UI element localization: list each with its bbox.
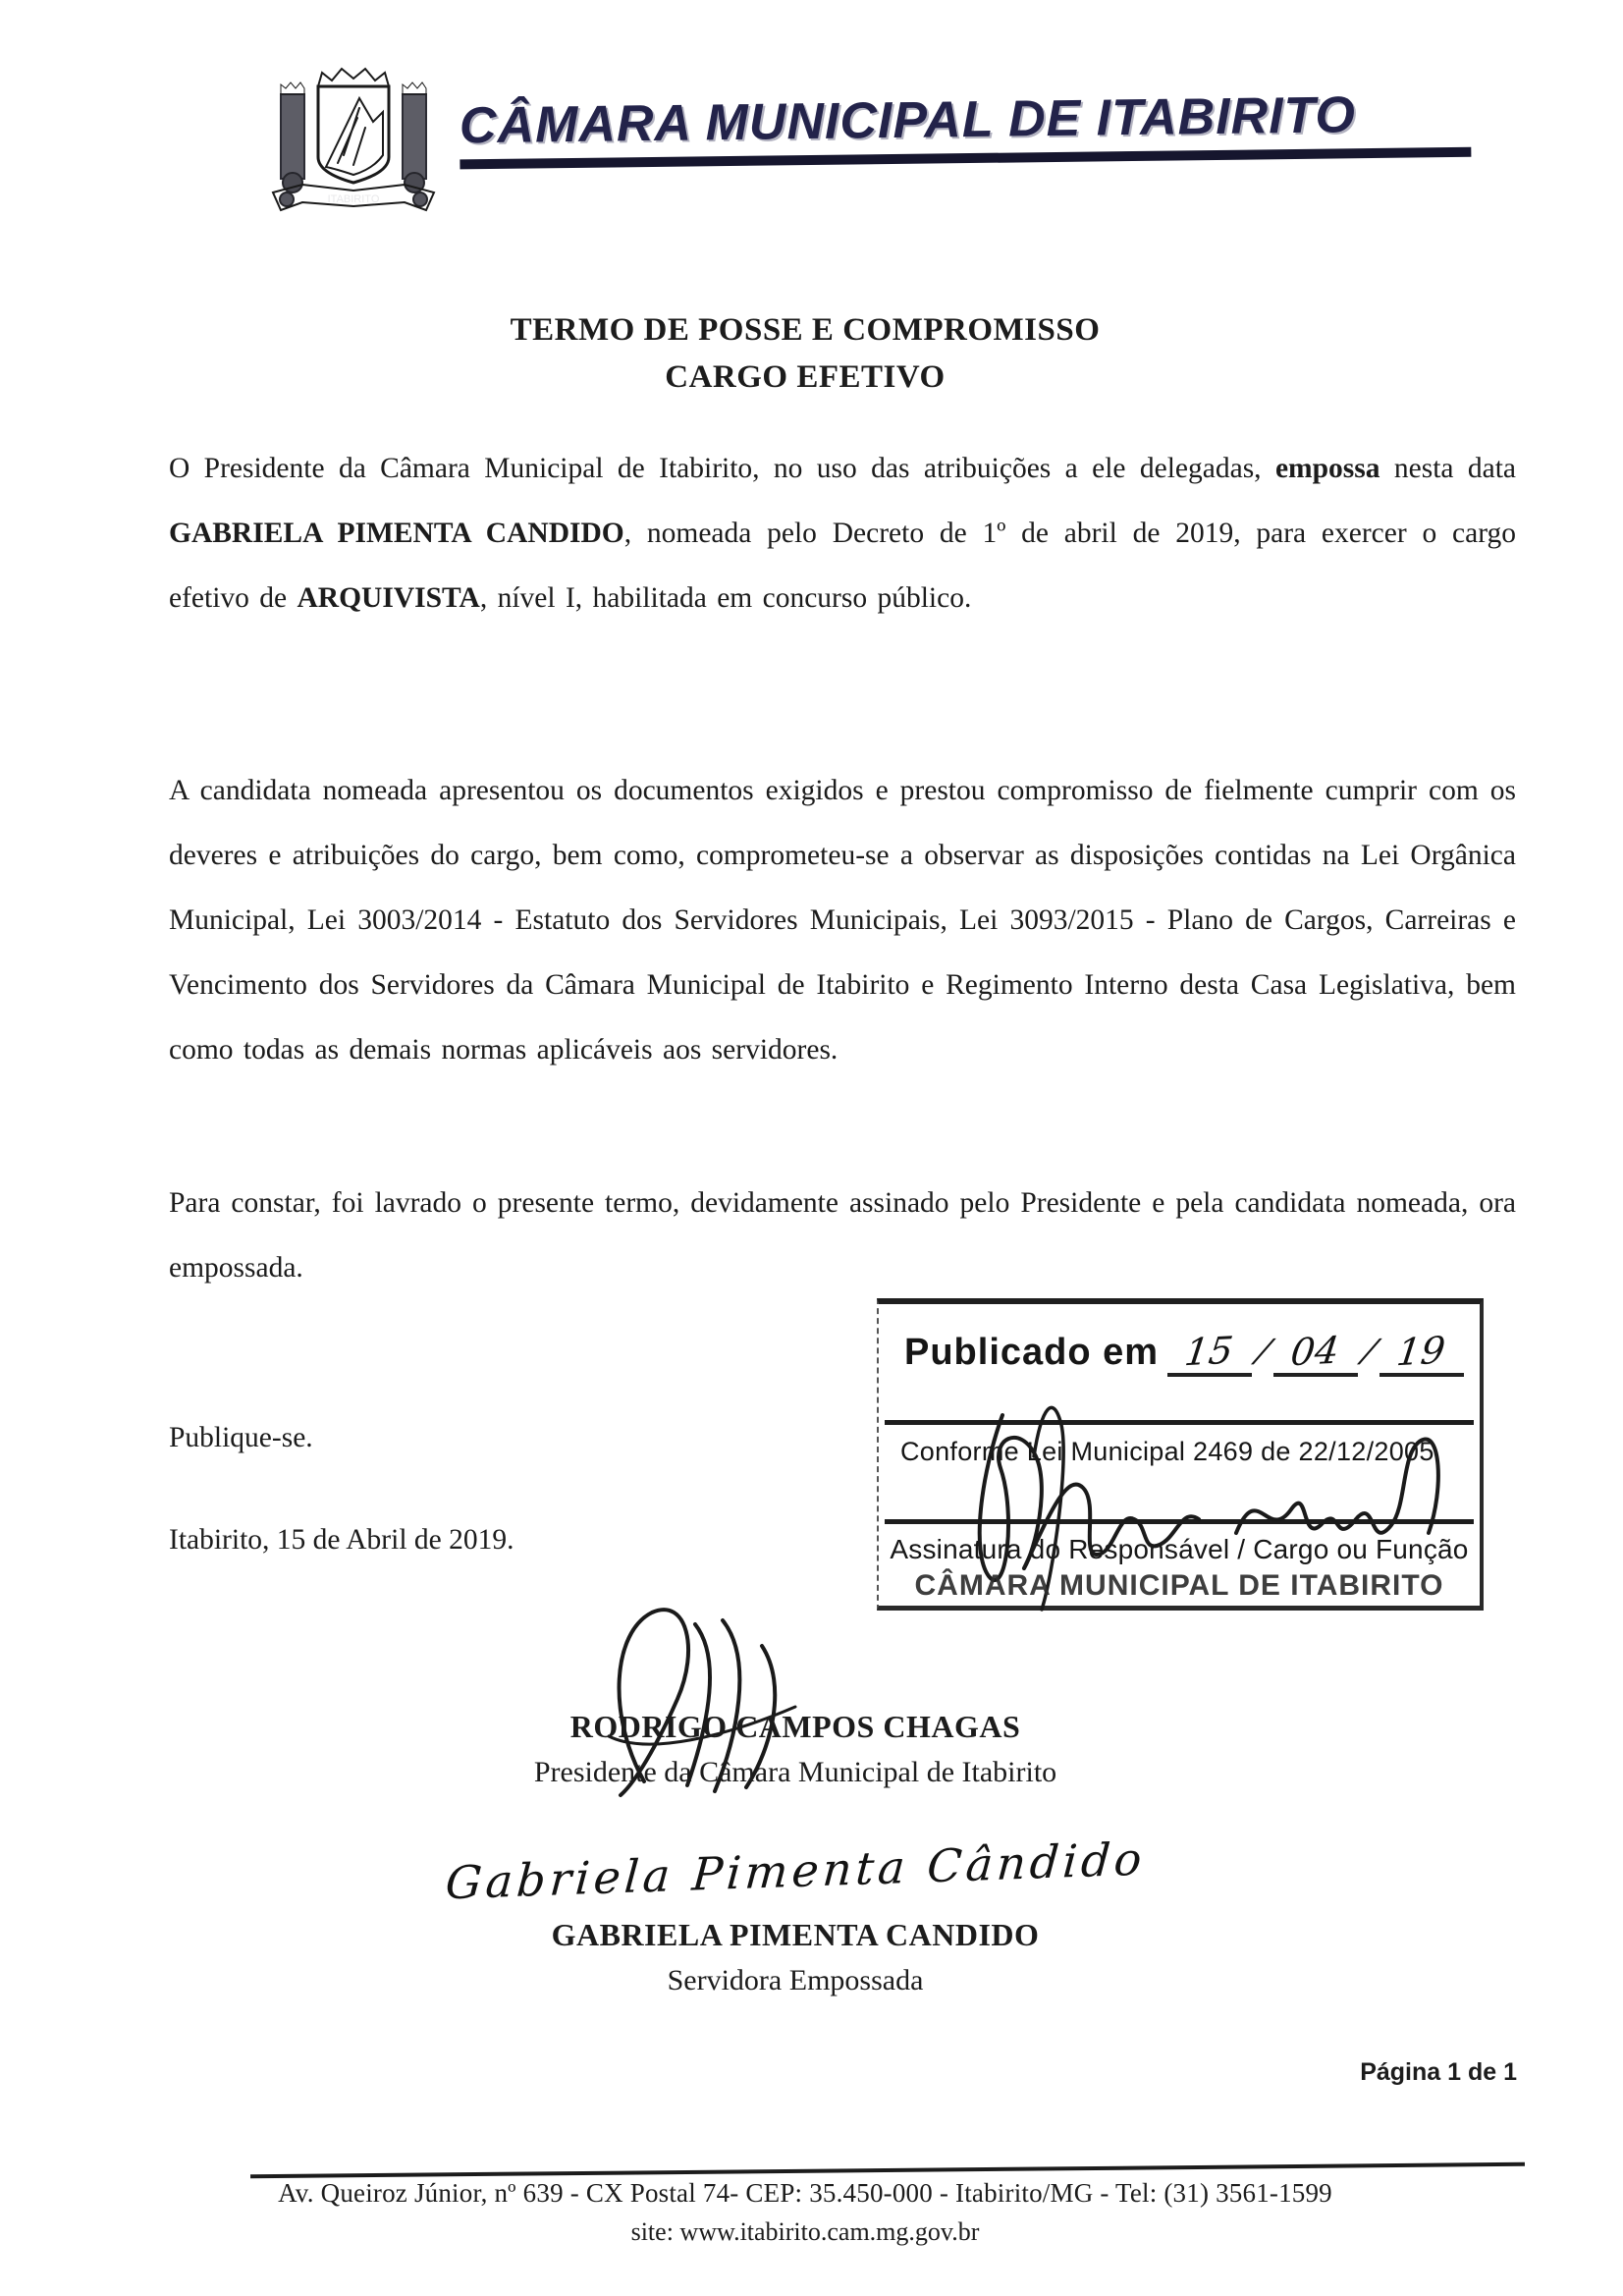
paragraph-obligations: A candidata nomeada apresentou os documentos exigidos e prestou compromisso de fielmente cumprir com os deveres e atribuições do cargo, bem como, comprometeu-se a observar as disposições contidas na Lei Orgânica Municipal, Lei 3003/2014 - Estatuto dos Servidores Municipais, Lei 3093/2015 - Plano de Cargos, Carreiras e Vencimento dos Servidores da Câmara Municipal de Itabirito e Regimento Interno desta Casa Legislativa, bem como todas as demais normas aplicáveis aos servidores. bbox=[169, 775, 1516, 1066]
handwritten-day: 15 bbox=[1182, 1328, 1236, 1375]
org-name-title: CÂMARA MUNICIPAL DE ITABIRITO bbox=[459, 86, 1357, 155]
p1-text: , nível I, habilitada em concurso público. bbox=[479, 582, 972, 614]
servant-role: Servidora Empossada bbox=[667, 1964, 924, 1996]
handwritten-servant-name: Gabriela Pimenta Cândido bbox=[443, 1831, 1148, 1910]
document-title-line2: CARGO EFETIVO bbox=[665, 359, 946, 395]
servant-name: GABRIELA PIMENTA CANDIDO bbox=[551, 1917, 1040, 1952]
stamp-org-line: CÂMARA MUNICIPAL DE ITABIRITO bbox=[914, 1569, 1444, 1602]
document-title bbox=[167, 306, 1443, 401]
coat-of-arms-icon bbox=[263, 57, 444, 224]
footer-rule bbox=[250, 2162, 1525, 2178]
p1-bold-empossa: empossa bbox=[1274, 453, 1380, 484]
p1-bold-name: GABRIELA PIMENTA CANDIDO bbox=[169, 518, 624, 549]
stamp-law-text: Conforme Lei Municipal 2469 de 22/12/2005 bbox=[900, 1437, 1434, 1466]
p1-text: , nomeada pelo Decreto de 1º de abril de 2019, para exercer o cargo efetivo de bbox=[169, 518, 1516, 614]
president-name: RODRIGO CAMPOS CHAGAS bbox=[569, 1709, 1021, 1744]
stamp-date-day-slot bbox=[1167, 1330, 1252, 1377]
stamp-signature-label: Assinatura do Responsável / Cargo ou Função bbox=[890, 1534, 1469, 1564]
itabirito-coat-of-arms-logo bbox=[263, 57, 444, 224]
publish-order-line: Publique-se. bbox=[169, 1422, 313, 1453]
stamp-date-year-slot bbox=[1380, 1330, 1464, 1377]
handwritten-year: 19 bbox=[1394, 1328, 1448, 1375]
date-slash: / bbox=[1355, 1332, 1382, 1372]
handwritten-month: 04 bbox=[1288, 1328, 1342, 1375]
paragraph-record: Para constar, foi lavrado o presente termo, devidamente assinado pelo Presidente e pela candidata nomeada, ora empossada. bbox=[169, 1187, 1516, 1284]
footer-address: Av. Queiroz Júnior, nº 639 - CX Postal 74- CEP: 35.450-000 - Itabirito/MG - Tel: (31) 3561-1599 bbox=[278, 2178, 1332, 2208]
page-indicator: Página 1 de 1 bbox=[1360, 2058, 1517, 2086]
org-header bbox=[460, 84, 1487, 170]
servant-handwritten-signature bbox=[167, 1831, 1424, 1910]
footer-site: site: www.itabirito.cam.mg.gov.br bbox=[630, 2217, 980, 2246]
document-title-line1: TERMO DE POSSE E COMPROMISSO bbox=[510, 312, 1101, 348]
president-role: Presidente da Câmara Municipal de Itabirito bbox=[533, 1756, 1057, 1788]
logo-banner-text: ITABIRITO bbox=[327, 193, 380, 205]
place-date-line: Itabirito, 15 de Abril de 2019. bbox=[169, 1524, 514, 1556]
publication-stamp bbox=[877, 1298, 1484, 1611]
p1-text: nesta data bbox=[1380, 453, 1517, 484]
paragraph-appointment bbox=[169, 436, 1516, 630]
stamp-signature-row bbox=[879, 1524, 1480, 1603]
date-slash: / bbox=[1249, 1332, 1276, 1372]
p1-text: O Presidente da Câmara Municipal de Itabirito, no uso das atribuições a ele delegadas, bbox=[169, 453, 1275, 484]
p1-bold-position: ARQUIVISTA bbox=[297, 582, 480, 614]
stamp-date-month-slot bbox=[1273, 1330, 1358, 1377]
stamp-law-row bbox=[879, 1425, 1480, 1519]
stamp-published-label: Publicado em bbox=[904, 1332, 1160, 1373]
stamp-published-row bbox=[879, 1304, 1480, 1420]
